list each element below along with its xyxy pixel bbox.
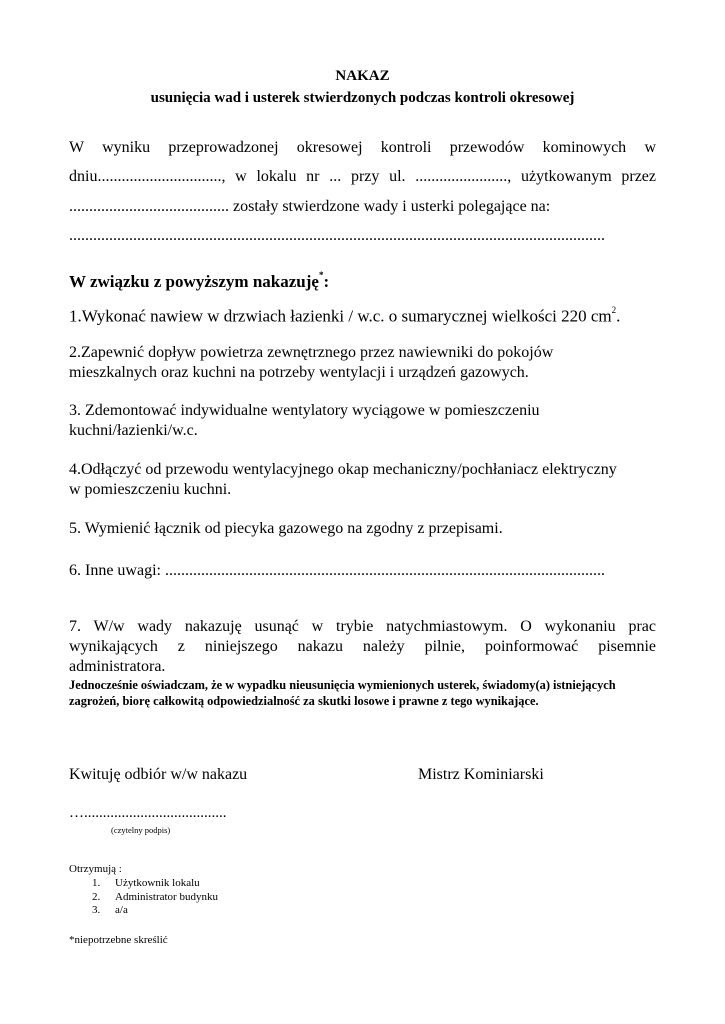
recipients-heading: Otrzymują : bbox=[69, 863, 122, 875]
item-1 bbox=[69, 302, 620, 327]
intro-line-4: ...................................................................................................................................... bbox=[69, 227, 605, 244]
list-item-text: Użytkownik lokalu bbox=[115, 877, 200, 889]
item-1-end: . bbox=[616, 306, 621, 326]
footnote: *niepotrzebne skreślić bbox=[69, 934, 168, 946]
item-5: 5. Wymienić łącznik od piecyka gazowego na zgodny z przepisami. bbox=[69, 520, 503, 537]
item-2-line-1: 2.Zapewnić dopływ powietrza zewnętrznego przez nawiewniki do pokojów bbox=[69, 344, 554, 361]
list-item-number: 1. bbox=[92, 877, 101, 889]
item-7-line-1: 7. W/w wady nakazuję usunąć w trybie natychmiastowym. O wykonaniu prac bbox=[69, 618, 656, 635]
document-title: NAKAZ bbox=[335, 68, 390, 84]
intro-line-1: W wyniku przeprowadzonej okresowej kontroli przewodów kominowych w bbox=[69, 139, 656, 156]
document-subtitle: usunięcia wad i usterek stwierdzonych podczas kontroli okresowej bbox=[150, 90, 575, 106]
item-4 bbox=[69, 460, 617, 500]
intro-line-2: dniu..............................., w lokalu nr ... przy ul. ......................., użytkowanym przez bbox=[69, 168, 656, 185]
item-6: 6. Inne uwagi: .............................................................................................................. bbox=[69, 562, 605, 579]
section-heading-colon: : bbox=[323, 272, 330, 291]
recipients-list bbox=[92, 877, 218, 918]
item-2 bbox=[69, 343, 553, 383]
receipt-label: Kwituję odbiór w/w nakazu bbox=[69, 766, 248, 783]
master-label: Mistrz Kominiarski bbox=[418, 766, 544, 783]
signature-hint: (czytelny podpis) bbox=[111, 825, 171, 835]
item-3-line-1: 3. Zdemontować indywidualne wentylatory wyciągowe w pomieszczeniu bbox=[69, 402, 540, 419]
item-7-line-3: administratora. bbox=[69, 658, 166, 675]
item-7-line-2: wynikających z niniejszego nakazu należy pilnie, poinformować pisemnie bbox=[69, 638, 656, 655]
list-item-number: 3. bbox=[92, 904, 101, 916]
item-3-line-2: kuchni/łazienki/w.c. bbox=[69, 422, 198, 439]
list-item bbox=[92, 904, 218, 918]
intro-line-3: ........................................ zostały stwierdzone wady i usterki polegające na: bbox=[69, 198, 551, 215]
item-4-line-2: w pomieszczeniu kuchni. bbox=[69, 481, 232, 498]
list-item-number: 2. bbox=[92, 890, 101, 903]
item-1-superscript: 2 bbox=[611, 305, 617, 315]
section-heading bbox=[69, 272, 329, 292]
footnote-mark: * bbox=[318, 270, 324, 281]
item-2-line-2: mieszkalnych oraz kuchni na potrzeby wentylacji i urządzeń gazowych. bbox=[69, 364, 529, 381]
list-item bbox=[92, 891, 218, 905]
list-item-text: Administrator budynku bbox=[115, 890, 218, 903]
item-1-text: 1.Wykonać nawiew w drzwiach łazienki / w.c. o sumarycznej wielkości 220 cm bbox=[69, 306, 612, 326]
declaration: Jednocześnie oświadczam, że w wypadku nieusunięcia wymienionych usterek, świadomy(a) istniejących zagrożeń, biorę całkowitą odpowiedzialność za skutki losowe i prawne z tego wynikające. bbox=[69, 678, 616, 708]
item-7 bbox=[69, 617, 656, 677]
item-3 bbox=[69, 401, 540, 441]
item-4-line-1: 4.Odłączyć od przewodu wentylacyjnego okap mechaniczny/pochłaniacz elektryczny bbox=[69, 461, 617, 478]
list-item-text: a/a bbox=[115, 904, 128, 916]
list-item bbox=[92, 877, 218, 891]
signature-line: …...................................... bbox=[69, 805, 227, 821]
section-heading-text: W związku z powyższym nakazuję bbox=[69, 272, 319, 291]
